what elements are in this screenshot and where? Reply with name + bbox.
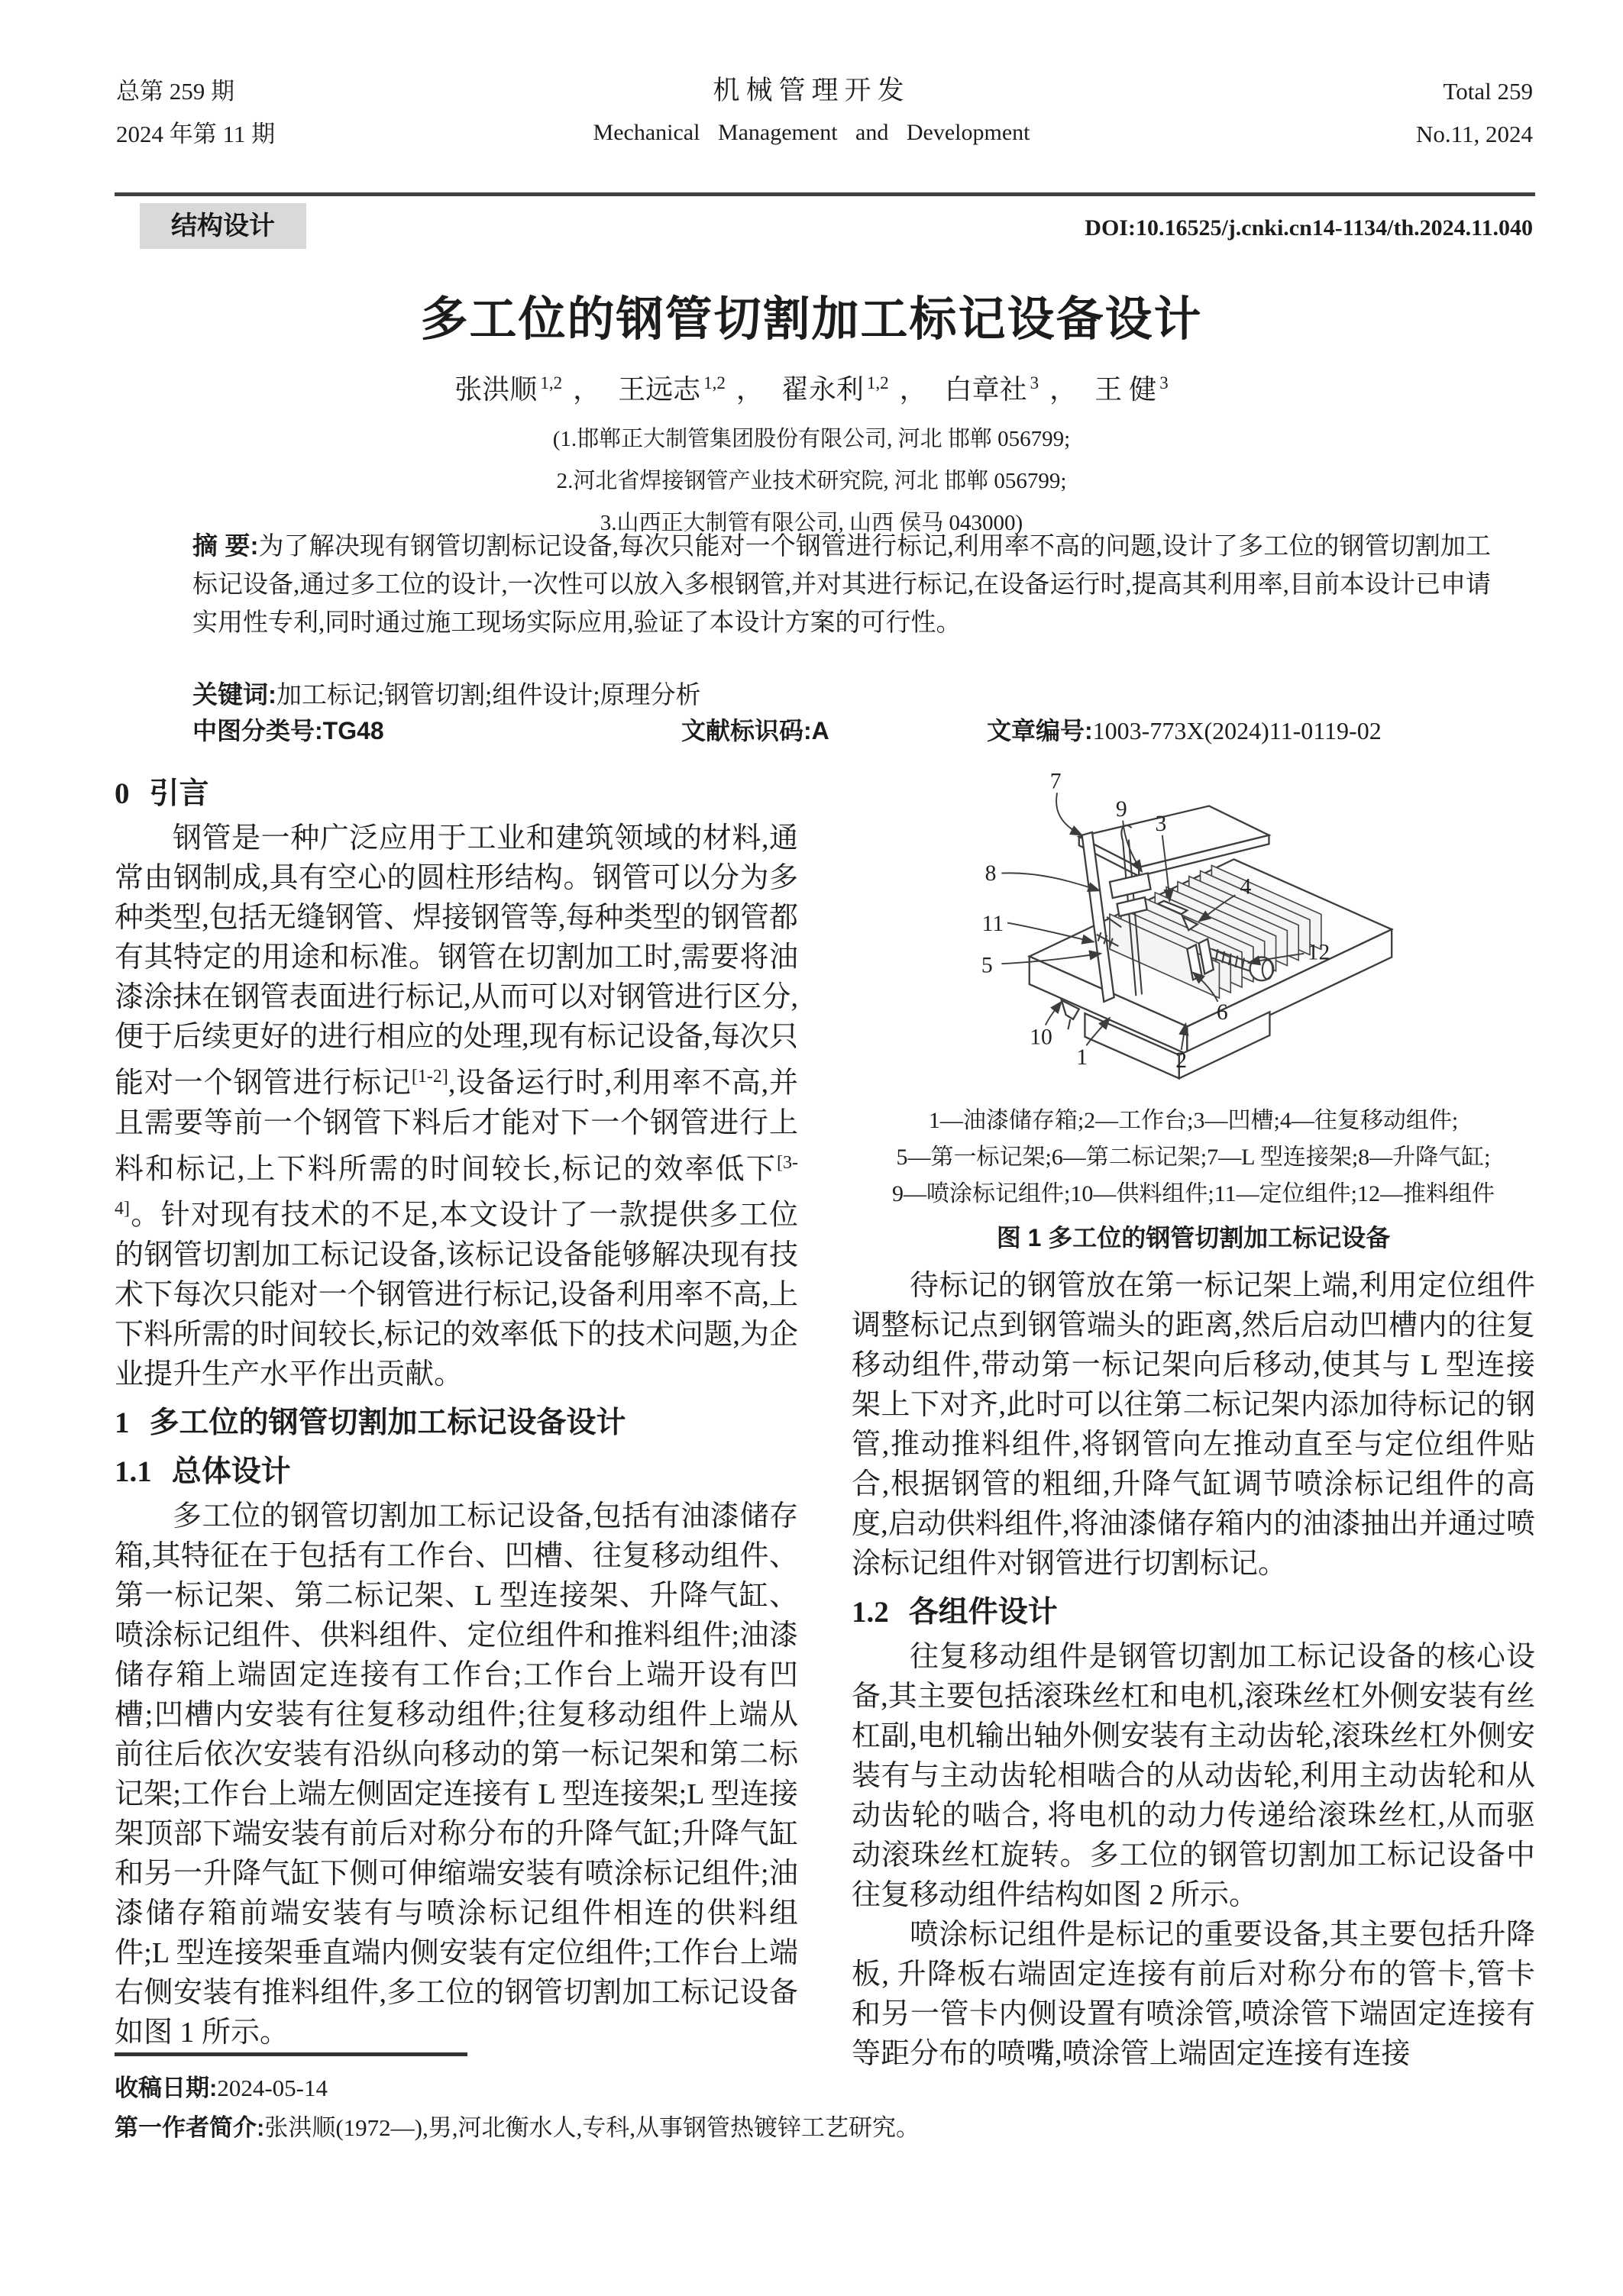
heading-1-2: 1.2 各组件设计 [852, 1596, 1058, 1629]
figure-callout-9: 9 [1115, 796, 1127, 822]
issue-number-cn: 2024 年第 11 期 [116, 121, 276, 147]
received-date-line: 收稿日期:2024-05-14 [115, 2075, 328, 2101]
header-rule [115, 192, 1535, 196]
abstract-text: 为了解决现有钢管切割标记设备,每次只能对一个钢管进行标记,利用率不高的问题,设计了多工位的钢管切割加工标记设备,通过多工位的设计,一次性可以放入多根钢管,并对其进行标记,在设备运行时,提高其利用率,目前本设计已申请实用性专利,同时通过施工现场实际应用,验证了本设计方案的可行性。 [192, 533, 1491, 637]
body-columns [115, 765, 1535, 2074]
ref-marker: [3-4] [115, 1152, 798, 1219]
affiliation-3: 3.山西正大制管有限公司, 山西 侯马 043000) [600, 511, 1023, 535]
overall-design-paragraph: 多工位的钢管切割加工标记设备,包括有油漆储存箱,其特征在于包括有工作台、凹槽、往复移动组件、第一标记架、第二标记架、L 型连接架、升降气缸、喷涂标记组件、供料组件、定位组件和推料组件;油漆储存箱上端固定连接有工作台;工作台上端开设有凹槽;凹槽内安装有往复移动组件;往复移动组件上端从前往后依次安装有沿纵向移动的第一标记架和第二标记架;工作台上端左侧固定连接有 L 型连接架;L 型连接架顶部下端安装有前后对称分布的升降气缸;升降气缸和另一升降气缸下侧可伸缩端安装有喷涂标记组件;油漆储存箱前端安装有与喷涂标记组件相连的供料组件;L 型连接架垂直端内侧安装有定位组件;工作台上端右侧安装有推料组件,多工位的钢管切割加工标记设备如图 1 所示。 [115, 1500, 798, 2049]
keywords-label: 关键词: [192, 680, 276, 709]
keywords [192, 675, 1491, 711]
figure-callout-1: 1 [1075, 1045, 1088, 1070]
heading-1: 1 多工位的钢管切割加工标记设备设计 [115, 1406, 626, 1439]
figure-legend-line: 5—第一标记架;6—第二标记架;7—L 型连接架;8—升降气缸; [896, 1145, 1491, 1170]
author: 王远志 $^{1,2}$ [618, 373, 726, 405]
heading-0-intro: 0 引言 [115, 777, 209, 810]
article-number: 文章编号:1003-773X(2024)11-0119-02 [987, 717, 1382, 744]
right-column [852, 765, 1535, 2074]
author: 翟永利 $^{1,2}$ [781, 373, 889, 405]
affiliations [0, 418, 1623, 544]
clc-number: 中图分类号:TG48 [192, 717, 384, 744]
page-title: 多工位的钢管切割加工标记设备设计 [420, 293, 1203, 346]
footnote [115, 2052, 1535, 2148]
figure-callout-10: 10 [1029, 1025, 1052, 1050]
left-column [115, 765, 798, 2074]
journal-title-cn: 机械管理开发 [713, 76, 910, 105]
figure-callout-8: 8 [984, 861, 997, 886]
figure-legend [852, 1103, 1535, 1213]
figure-callout-12: 12 [1307, 940, 1330, 965]
header-journal [0, 70, 1623, 154]
author-separator: ， [573, 374, 601, 405]
component-design-paragraph-1: 往复移动组件是钢管切割加工标记设备的核心设备,其主要包括滚珠丝杠和电机,滚珠丝杠外侧安装有丝杠副,电机输出轴外侧安装有主动齿轮,滚珠丝杠外侧安装有与主动齿轮相啮合的从动齿轮,利用主动齿轮和从动齿轮的啮合, 将电机的动力传递给滚珠丝杠,从而驱动滚珠丝杠旋转。多工位的钢管切割加工标记设备中往复移动组件结构如图 2 所示。 [852, 1641, 1535, 1911]
figure-1 [852, 765, 1535, 1101]
figure-callout-3: 3 [1155, 812, 1166, 837]
meta-row [192, 712, 1491, 747]
figure-legend-line: 9—喷涂标记组件;10—供料组件;11—定位组件;12—推料组件 [892, 1181, 1495, 1206]
doi-text: DOI:10.16525/j.cnki.cn14-1134/th.2024.11.040 [1085, 215, 1533, 241]
author-bio-line: 第一作者简介:张洪顺(1972—),男,河北衡水人,专科,从事钢管热镀锌工艺研究。 [115, 2114, 920, 2141]
figure-callout-6: 6 [1216, 999, 1228, 1025]
abstract-label: 摘 要: [192, 531, 259, 560]
author-separator: ， [736, 374, 764, 405]
figure-caption: 图 1 多工位的钢管切割加工标记设备 [996, 1224, 1391, 1251]
component-design-paragraph-2: 喷涂标记组件是标记的重要设备,其主要包括升降板, 升降板右端固定连接有前后对称分布的管卡,管卡和另一管卡内侧设置有喷涂管,喷涂管下端固定连接有等距分布的喷嘴,喷涂管上端固定连接有连接 [852, 1919, 1535, 2070]
figure-legend-line: 1—油漆储存箱;2—工作台;3—凹槽;4—往复移动组件; [928, 1108, 1459, 1133]
author: 张洪顺 $^{1,2}$ [454, 373, 563, 405]
header-issue-en [1416, 70, 1533, 156]
figure-callout-5: 5 [981, 953, 993, 978]
abstract [192, 527, 1491, 642]
workflow-paragraph: 待标记的钢管放在第一标记架上端,利用定位组件调整标记点到钢管端头的距离,然后启动凹槽内的往复移动组件,带动第一标记架向后移动,使其与 L 型连接架上下对齐,此时可以往第二标记架内添加待标记的钢管,推动推料组件,将钢管向左推动直至与定位组件贴合,根据钢管的粗细,升降气缸调节喷涂标记组件的高度,启动供料组件,将油漆储存箱内的油漆抽出并通过喷涂标记组件对钢管进行切割标记。 [852, 1270, 1535, 1580]
intro-paragraph: 钢管是一种广泛应用于工业和建筑领域的材料,通常由钢制成,具有空心的圆柱形结构。钢管可以分为多种类型,包括无缝钢管、焊接钢管等,每种类型的钢管都有其特定的用途和标准。钢管在切割加工时,需要将油漆涂抹在钢管表面进行标记,从而可以对钢管进行区分,便于后续更好的进行相应的处理,现有标记设备,每次只能对一个钢管进行标记[1-2],设备运行时,利用率不高,并且需要等前一个钢管下料后才能对下一个钢管进行上料和标记,上下料所需的时间较长,标记的效率低下[3-4]。针对现有技术的不足,本文设计了一款提供多工位的钢管切割加工标记设备,该标记设备能够解决现有技术下每次只能对一个钢管进行标记,设备利用率不高,上下料所需的时间较长,标记的效率低下的技术问题,为企业提升生产水平作出贡献。 [115, 822, 798, 1390]
author-separator: ， [899, 374, 927, 405]
author: 王 健 $^3$ [1094, 373, 1169, 405]
doc-code: 文献标识码:A [681, 717, 829, 744]
author-separator: ， [1049, 374, 1078, 405]
figure-callout-11: 11 [981, 912, 1004, 937]
figure-1-drawing [891, 765, 1497, 1101]
issue-number-en: No.11, 2024 [1416, 121, 1533, 147]
figure-callout-7: 7 [1049, 769, 1062, 794]
journal-title-en: Mechanical Management and Development [593, 120, 1030, 145]
keywords-text: 加工标记;钢管切割;组件设计;原理分析 [276, 682, 701, 709]
figure-callout-4: 4 [1239, 874, 1251, 899]
author: 白章社 $^3$ [944, 373, 1039, 405]
section-badge: 结构设计 [140, 203, 306, 249]
affiliation-2: 2.河北省焊接钢管产业技术研究院, 河北 邯郸 056799; [556, 469, 1067, 493]
ref-marker: [1-2] [411, 1067, 448, 1087]
heading-1-1: 1.1 总体设计 [115, 1455, 291, 1488]
footnote-rule [115, 2052, 467, 2056]
author-line [0, 368, 1623, 407]
affiliation-1: (1.邯郸正大制管集团股份有限公司, 河北 邯郸 056799; [552, 427, 1071, 451]
issue-total-en: Total 259 [1443, 78, 1533, 105]
issue-total-cn: 总第 259 期 [116, 78, 234, 105]
figure-callout-2: 2 [1175, 1048, 1187, 1073]
